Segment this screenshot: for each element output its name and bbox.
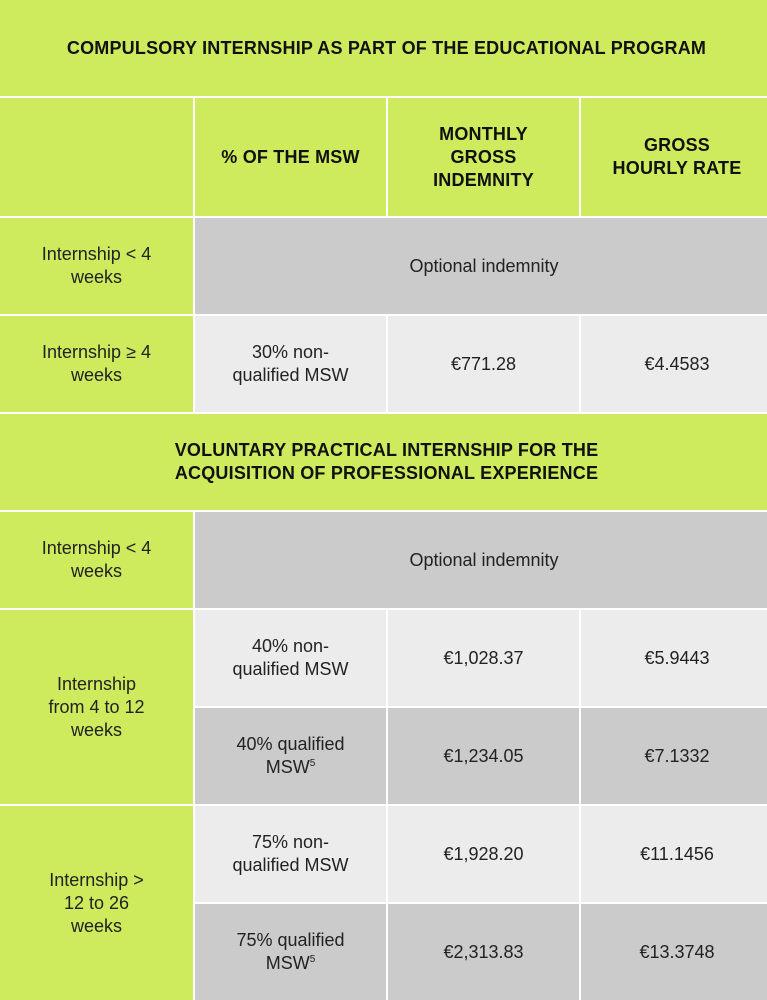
cell-pct-msw [195, 806, 386, 902]
cell-pct-msw [195, 708, 386, 804]
cell-monthly-gross [388, 610, 579, 706]
row-label-compulsory-under4 [0, 218, 193, 314]
footnote-marker: 5 [309, 954, 316, 965]
row-label-12-to-26-weeks-text: Internship > 12 to 26 weeks [49, 869, 144, 936]
row-label-4-to-12-weeks-text: Internship from 4 to 12 weeks [48, 673, 145, 740]
row-label-compulsory-over4 [0, 316, 193, 412]
cell-hourly-rate-text: €13.3748 [639, 941, 715, 962]
optional-indemnity-text: Optional indemnity [409, 255, 559, 276]
row-label-4-to-12-weeks [0, 610, 193, 804]
cell-hourly-rate [581, 316, 767, 412]
optional-indemnity-text: Optional indemnity [409, 549, 559, 570]
section-voluntary-title [0, 414, 767, 510]
cell-hourly-rate-text: €7.1332 [644, 745, 710, 766]
cell-pct-msw-label: 40% qualified MSW [236, 734, 345, 777]
cell-pct-msw-text [227, 733, 354, 779]
cell-pct-msw [195, 610, 386, 706]
cell-hourly-rate [581, 610, 767, 706]
row-label-compulsory-under4-text: Internship < 4 weeks [41, 244, 152, 287]
section-voluntary-title-text: VOLUNTARY PRACTICAL INTERNSHIP FOR THE ACQUISITION OF PROFESSIONAL EXPERIENCE [174, 440, 599, 483]
optional-indemnity-cell [195, 218, 767, 314]
cell-pct-msw [195, 316, 386, 412]
cell-hourly-rate [581, 708, 767, 804]
section-compulsory-title [0, 0, 767, 96]
cell-hourly-rate-text: €11.1456 [640, 843, 714, 864]
cell-monthly-gross-text: €1,234.05 [443, 745, 524, 766]
cell-pct-msw-text: 75% non-qualified MSW [232, 832, 349, 875]
cell-monthly-gross [388, 904, 579, 1000]
cell-monthly-gross-text: €1,028.37 [443, 647, 524, 668]
cell-pct-msw-text: 30% non-qualified MSW [232, 342, 349, 385]
cell-pct-msw-text: 40% non-qualified MSW [232, 636, 349, 679]
cell-monthly-gross-text: €2,313.83 [443, 941, 524, 962]
cell-monthly-gross-text: €771.28 [450, 353, 517, 374]
column-header-pct-msw-text: % OF THE MSW [221, 146, 360, 167]
cell-pct-msw-label: 75% qualified MSW [236, 930, 345, 973]
cell-pct-msw [195, 904, 386, 1000]
footnote-marker: 5 [309, 758, 316, 769]
row-label-12-to-26-weeks [0, 806, 193, 1000]
cell-monthly-gross-text: €1,928.20 [443, 843, 524, 864]
column-header-monthly-gross-text: MONTHLY GROSS INDEMNITY [433, 123, 534, 190]
column-header-hourly-rate [581, 98, 767, 216]
cell-hourly-rate [581, 806, 767, 902]
cell-hourly-rate [581, 904, 767, 1000]
optional-indemnity-cell [195, 512, 767, 608]
cell-hourly-rate-text: €5.9443 [644, 647, 710, 668]
row-label-voluntary-under4 [0, 512, 193, 608]
cell-monthly-gross [388, 806, 579, 902]
header-empty-cell [0, 98, 193, 216]
row-label-voluntary-under4-text: Internship < 4 weeks [41, 538, 152, 581]
section-compulsory-title-text: COMPULSORY INTERNSHIP AS PART OF THE EDUCATIONAL PROGRAM [66, 37, 707, 58]
column-header-hourly-rate-text: GROSS HOURLY RATE [612, 135, 742, 178]
cell-pct-msw-text [227, 929, 354, 975]
column-header-monthly-gross [388, 98, 579, 216]
row-label-compulsory-over4-text: Internship ≥ 4 weeks [42, 342, 151, 385]
cell-hourly-rate-text: €4.4583 [644, 353, 710, 374]
column-header-pct-msw [195, 98, 386, 216]
cell-monthly-gross [388, 316, 579, 412]
cell-monthly-gross [388, 708, 579, 804]
